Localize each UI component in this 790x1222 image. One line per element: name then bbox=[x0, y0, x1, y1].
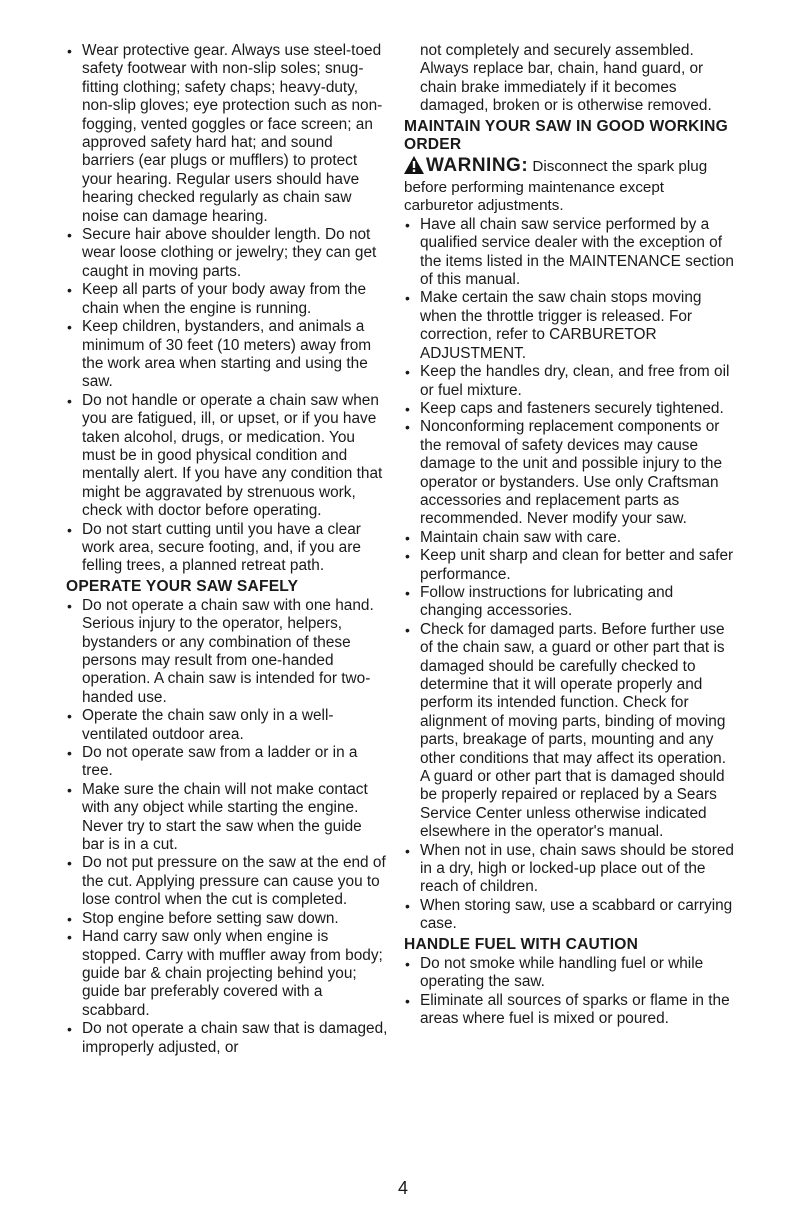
list-item: • Check for damaged parts. Before further use of the chain saw, a guard or other part that is damaged should be carefully checked to determine that it will operate properly and perform its intended function. Check for alignment of moving parts, binding of moving parts, breakage of parts, mounting and any other conditions that may affect its operation. A guard or other part that is damaged should be properly repaired or replaced by a Sears Service Center unless otherwise indicated elsewhere in the operator's manual. bbox=[404, 621, 734, 842]
list-item: • Wear protective gear. Always use steel-toed safety footwear with non-slip soles; snug-fitting clothing; safety chaps; heavy-duty, non-slip gloves; eye protection such as non-fogging, vented goggles or face screen; an approved safety hard hat; and sound barriers (ear plugs or mufflers) to protect your hearing. Regular users should have hearing checked regularly as chain saw noise can damage hearing. bbox=[66, 42, 388, 226]
list-item: • Hand carry saw only when engine is stopped. Carry with muffler away from body; guide bar & chain projecting behind you; guide bar preferably covered with a scabbard. bbox=[66, 928, 388, 1020]
warning-triangle-icon bbox=[404, 156, 424, 179]
list-item: • Keep caps and fasteners securely tightened. bbox=[404, 400, 734, 418]
list-item: • Make sure the chain will not make contact with any object while starting the engine. Never try to start the saw when the guide bar is in a cut. bbox=[66, 781, 388, 855]
list-item: • Do not handle or operate a chain saw when you are fatigued, ill, or upset, or if you have taken alcohol, drugs, or medication. You must be in good physical condition and mentally alert. If you have any condition that might be aggravated by strenuous work, check with doctor before operating. bbox=[66, 392, 388, 521]
list-item: • Stop engine before setting saw down. bbox=[66, 910, 388, 928]
list-item: • Do not start cutting until you have a clear work area, secure footing, and, if you are felling trees, a planned retreat path. bbox=[66, 521, 388, 576]
warning-block bbox=[404, 156, 734, 216]
list-item: • Do not operate a chain saw that is damaged, improperly adjusted, or bbox=[66, 1020, 388, 1057]
list-item: • Keep all parts of your body away from the chain when the engine is running. bbox=[66, 281, 388, 318]
right-column bbox=[404, 42, 734, 1028]
warning-label: WARNING: bbox=[426, 154, 529, 176]
page-number: 4 bbox=[398, 1178, 409, 1198]
list-item: • Secure hair above shoulder length. Do not wear loose clothing or jewelry; they can get caught in moving parts. bbox=[66, 226, 388, 281]
list-item: • When storing saw, use a scabbard or carrying case. bbox=[404, 897, 734, 934]
list-item: • Make certain the saw chain stops moving when the throttle trigger is released. For correction, refer to CARBURETOR ADJUSTMENT. bbox=[404, 289, 734, 363]
left-column bbox=[66, 42, 388, 1057]
continuation-text: not completely and securely assembled. Always replace bar, chain, hand guard, or chain brake immediately if it becomes damaged, broken or is otherwise removed. bbox=[420, 42, 712, 115]
heading-operate-safely: OPERATE YOUR SAW SAFELY bbox=[66, 577, 299, 595]
list-item: • Keep children, bystanders, and animals a minimum of 30 feet (10 meters) away from the work area when starting and using the saw. bbox=[66, 318, 388, 392]
list-item: • Eliminate all sources of sparks or flame in the areas where fuel is mixed or poured. bbox=[404, 992, 734, 1029]
list-item: • Maintain chain saw with care. bbox=[404, 529, 734, 547]
list-item: • Do not operate a chain saw with one hand. Serious injury to the operator, helpers, bystanders or any combination of these persons may result from one-handed operation. A chain saw is intended for two-handed use. bbox=[66, 597, 388, 707]
warning-text: Disconnect the spark plug before performing maintenance except carburetor adjustments. bbox=[404, 157, 708, 215]
intro-safety-list bbox=[66, 42, 388, 576]
list-item: • Keep unit sharp and clean for better and safer performance. bbox=[404, 547, 734, 584]
maintain-list bbox=[404, 216, 734, 934]
list-item: • Operate the chain saw only in a well-ventilated outdoor area. bbox=[66, 707, 388, 744]
list-item: • Have all chain saw service performed by a qualified service dealer with the exception of the items listed in the MAINTENANCE section of this manual. bbox=[404, 216, 734, 290]
list-item: • Keep the handles dry, clean, and free from oil or fuel mixture. bbox=[404, 363, 734, 400]
heading-handle-fuel: HANDLE FUEL WITH CAUTION bbox=[404, 935, 639, 953]
operate-safety-list bbox=[66, 597, 388, 1057]
list-item: • Do not put pressure on the saw at the end of the cut. Applying pressure can cause you to lose control when the cut is completed. bbox=[66, 854, 388, 909]
list-item: • Nonconforming replacement components or the removal of safety devices may cause damage to the unit and possible injury to the operator or bystanders. Use only Craftsman accessories and replacement parts as recommended. Never modify your saw. bbox=[404, 418, 734, 528]
list-item: • Follow instructions for lubricating and changing accessories. bbox=[404, 584, 734, 621]
list-item: • Do not operate saw from a ladder or in a tree. bbox=[66, 744, 388, 781]
heading-maintain-saw: MAINTAIN YOUR SAW IN GOOD WORKING ORDER bbox=[404, 117, 728, 153]
list-item: • When not in use, chain saws should be stored in a dry, high or locked-up place out of the reach of children. bbox=[404, 842, 734, 897]
fuel-list bbox=[404, 955, 734, 1029]
list-item: • Do not smoke while handling fuel or while operating the saw. bbox=[404, 955, 734, 992]
